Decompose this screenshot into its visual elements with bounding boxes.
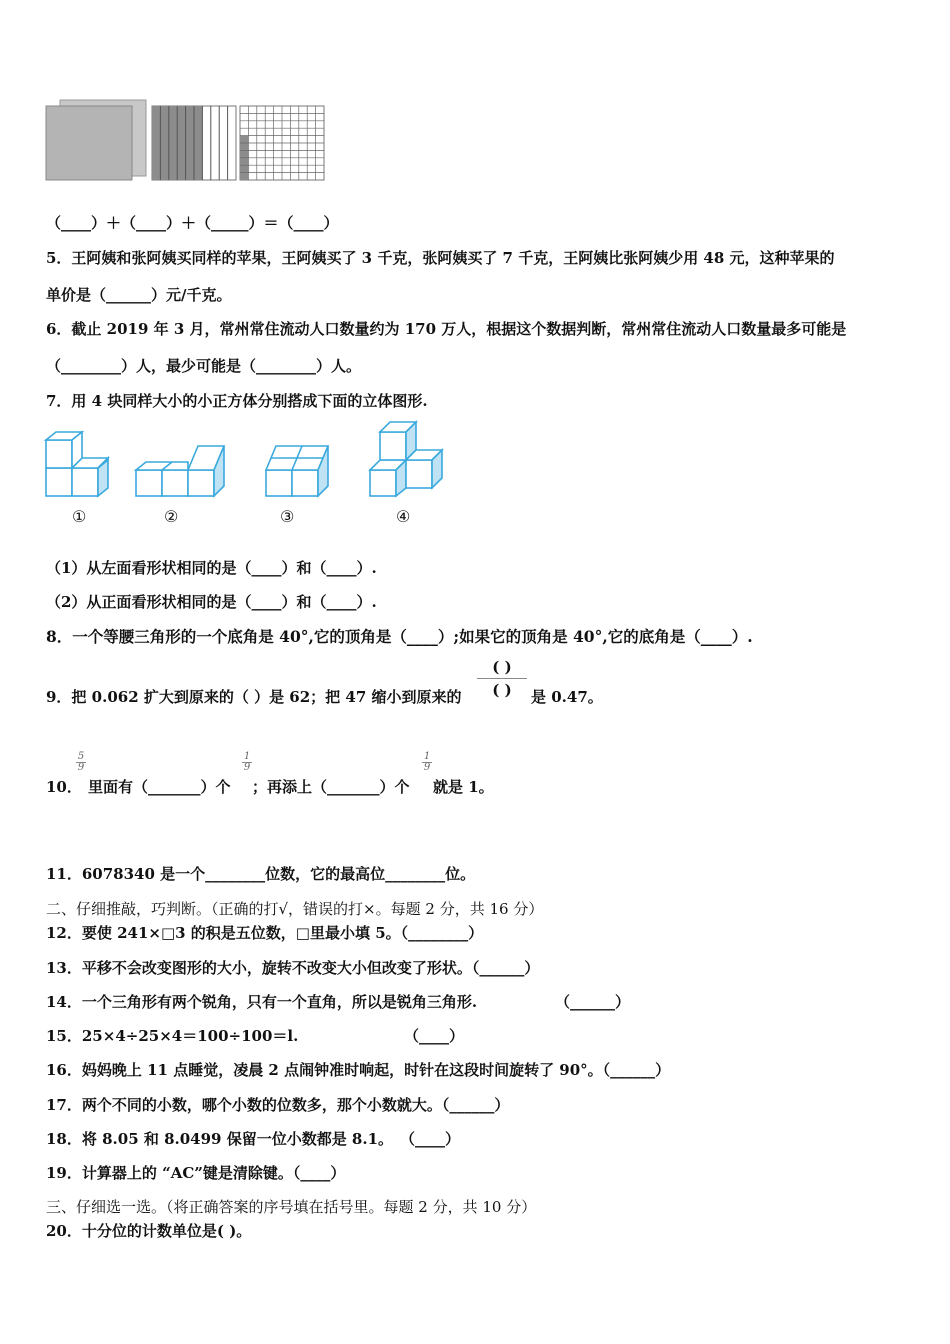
cube-figure-3 bbox=[266, 446, 328, 496]
q10-frac3 bbox=[422, 752, 432, 773]
q15-line: 15．25×4÷25×4＝100÷100＝l. bbox=[46, 1027, 299, 1045]
q12-line: 12．要使 241×□3 的积是五位数，□里最小填 5。（________） bbox=[46, 924, 484, 942]
q7-sub1: （1）从左面看形状相同的是（____）和（____）. bbox=[46, 559, 377, 577]
q6-line2: （________）人，最少可能是（________）人。 bbox=[46, 357, 362, 375]
q10-frac2-num: 1 bbox=[243, 751, 251, 762]
q9-line: 9．把 0.062 扩大到原来的（ ）是 62；把 47 缩小到原来的 bbox=[46, 688, 462, 706]
q9-tail: 是 0.47。 bbox=[531, 688, 603, 706]
q14-blank: （______） bbox=[555, 993, 631, 1011]
figure-label-4: ④ bbox=[396, 507, 411, 526]
q9-frac-den: ( ) bbox=[492, 681, 512, 699]
q7-line1: 7．用 4 块同样大小的小正方体分别搭成下面的立体图形. bbox=[46, 392, 428, 410]
figure-label-2: ② bbox=[164, 507, 179, 526]
q5-line1: 5．王阿姨和张阿姨买同样的苹果，王阿姨买了 3 千克，张阿姨买了 7 千克，王阿姨比张阿姨少用 48 元，这种苹果的 bbox=[46, 249, 835, 267]
q8-line: 8．一个等腰三角形的一个底角是 40°,它的顶角是（____）;如果它的顶角是 40°,它的底角是（____）. bbox=[46, 627, 753, 646]
cube-figure-4 bbox=[370, 422, 442, 496]
q9-fraction bbox=[477, 658, 527, 699]
section3-title: 三、仔细选一选。（将正确答案的序号填在括号里。每题 2 分，共 10 分） bbox=[46, 1198, 537, 1216]
q6-line1: 6．截止 2019 年 3 月，常州常住流动人口数量约为 170 万人，根据这个数据判断，常州常住流动人口数量最多可能是 bbox=[46, 320, 847, 338]
q9-frac-num: ( ) bbox=[477, 658, 527, 679]
q10-frac2-den: 9 bbox=[243, 762, 251, 773]
q7-sub2: （2）从正面看形状相同的是（____）和（____）. bbox=[46, 593, 377, 611]
cube-figure-1 bbox=[46, 432, 108, 496]
section2-title: 二、仔细推敲，巧判断。（正确的打√，错误的打×。每题 2 分，共 16 分） bbox=[46, 900, 544, 918]
q20-line: 20．十分位的计数单位是( )。 bbox=[46, 1222, 252, 1240]
q18-blank: （____） bbox=[400, 1130, 461, 1148]
figure-label-1: ① bbox=[72, 507, 87, 526]
full-square bbox=[46, 106, 132, 180]
q13-line: 13．平移不会改变图形的大小，旋转不改变大小但改变了形状。（______） bbox=[46, 959, 540, 977]
q18-line: 18．将 8.05 和 8.0499 保留一位小数都是 8.1。 bbox=[46, 1130, 394, 1148]
cube-figure-2 bbox=[136, 446, 224, 496]
q10-frac3-den: 9 bbox=[423, 762, 431, 773]
q10-num-label: 10． bbox=[46, 778, 82, 796]
q4-fill-line: （____）＋（____）＋（_____）＝（____） bbox=[46, 214, 339, 232]
q10-frac1-num: 5 bbox=[77, 751, 85, 762]
hundredths-grid bbox=[240, 106, 324, 180]
q10-part2: ；再添上（_______）个 bbox=[252, 778, 410, 796]
cube-figures bbox=[40, 416, 450, 506]
q15-blank: （____） bbox=[404, 1027, 465, 1045]
q17-line: 17．两个不同的小数，哪个小数的位数多，那个小数就大。（______） bbox=[46, 1096, 510, 1114]
q11-line: 11．6078340 是一个________位数，它的最高位________位。 bbox=[46, 865, 476, 883]
q10-frac1 bbox=[76, 752, 86, 773]
q10-part3: 就是 1。 bbox=[433, 778, 494, 796]
q5-line2: 单价是（______）元/千克。 bbox=[46, 286, 232, 304]
q16-line: 16．妈妈晚上 11 点睡觉，凌晨 2 点闹钟准时响起，时针在这段时间旋转了 90°。（______） bbox=[46, 1061, 671, 1079]
q10-part1: 里面有（_______）个 bbox=[88, 778, 231, 796]
q14-line: 14．一个三角形有两个锐角，只有一个直角，所以是锐角三角形. bbox=[46, 993, 478, 1011]
tenths-square bbox=[152, 106, 236, 180]
q10-frac1-den: 9 bbox=[77, 762, 85, 773]
q10-frac3-num: 1 bbox=[423, 751, 431, 762]
figure-label-3: ③ bbox=[280, 507, 295, 526]
q10-frac2 bbox=[242, 752, 252, 773]
q19-line: 19．计算器上的 “AC”键是清除键。（____） bbox=[46, 1164, 346, 1182]
decimal-squares-figure bbox=[44, 98, 334, 184]
